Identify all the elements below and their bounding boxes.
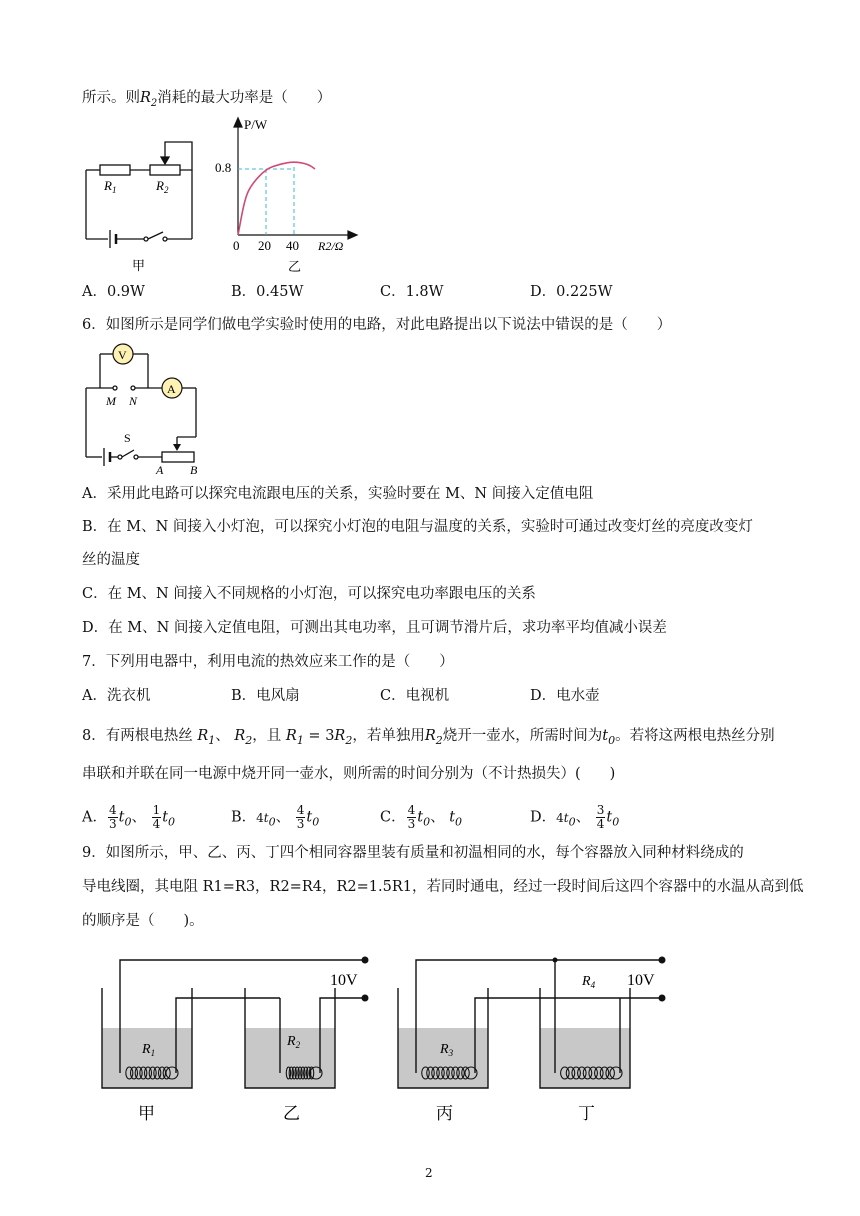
q7-stem: 7．下列用电器中，利用电流的热效应来工作的是（ ）	[82, 654, 454, 670]
q9-stem-line3: 的顺序是（ )。	[82, 913, 204, 929]
coil-label-r2: $R_2$	[287, 1034, 301, 1050]
q5-r2-sub: 2	[150, 97, 158, 109]
q7-option-d[interactable]: D．电水壶	[530, 688, 600, 704]
q5-caption-jia: 甲	[132, 258, 146, 273]
chart-xlabel: R2/Ω	[318, 239, 344, 253]
voltage-label-right: 10V	[627, 972, 655, 989]
q6-rheostat	[162, 452, 194, 462]
q5-r1-label: $R_1$	[104, 178, 117, 195]
point-n-label: N	[129, 394, 138, 408]
q8-stem-line2: 串联和并联在同一电源中烧开同一壶水，则所需的时间分别为（不计热损失）( )	[82, 766, 616, 782]
q5-r2: R	[140, 90, 151, 106]
q9-stem-line1: 9．如图所示，甲、乙、丙、丁四个相同容器里装有质量和初温相同的水，每个容器放入同种材料绕成的	[82, 845, 744, 861]
q7-option-b[interactable]: B．电风扇	[231, 688, 300, 704]
q8-text-d: 烧开一壶水，所需时间为	[442, 728, 603, 744]
coil-label-r4: $R_4$	[582, 974, 596, 990]
caption-bing: 丙	[436, 1104, 453, 1123]
q8-option-a[interactable]: A． $\frac{4}{3}$ $t_0$、 $\frac{1}{4}$ $t_0$	[82, 803, 176, 831]
voltage-label-left: 10V	[330, 972, 358, 989]
q6-option-d[interactable]: D．在 M、N 间接入定值电阻，可测出其电功率，且可调节滑片后，求功率平均值减小误差	[82, 620, 667, 636]
q5-text: 所示。则	[82, 90, 140, 106]
q9-container-diagram	[90, 945, 780, 1135]
q6-option-a[interactable]: A．采用此电路可以探究电流跟电压的关系，实验时要在 M、N 间接入定值电阻	[82, 486, 594, 502]
q5-circuit-diagram	[80, 130, 210, 275]
caption-ding: 丁	[578, 1104, 595, 1123]
rheostat-b-label: B	[190, 463, 198, 477]
q8-option-b[interactable]: B．$4t_0$、 $\frac{4}{3}$ $t_0$	[231, 803, 320, 831]
chart-y-arrow	[234, 118, 242, 127]
q5-power-chart	[210, 115, 360, 275]
chart-ylabel: P/W	[244, 117, 268, 132]
q5-option-d[interactable]: D．0.225W	[530, 284, 613, 300]
ammeter-label: A	[167, 382, 176, 396]
q7-option-a[interactable]: A．洗衣机	[82, 688, 151, 704]
q8-text-c: ，若单独用	[352, 728, 425, 744]
page-number: 2	[425, 1166, 433, 1180]
q6-option-c[interactable]: C．在 M、N 间接入不同规格的小灯泡，可以探究电功率跟电压的关系	[82, 586, 536, 602]
q9-stem-line2: 导电线圈，其电阻 R1=R3，R2=R4，R2=1.5R1，若同时通电，经过一段时间后这四个容器中的水温从高到低	[82, 879, 804, 895]
q8-text-b: ，且	[252, 728, 282, 744]
q5-caption-yi: 乙	[288, 259, 302, 274]
chart-xtick-20: 20	[258, 238, 271, 253]
rheostat-a-label: A	[156, 463, 164, 477]
q6-option-b[interactable]: B．在 M、N 间接入小灯泡，可以探究小灯泡的电阻与温度的关系，实验时可通过改变灯丝的亮度改变灯	[82, 519, 753, 535]
q6-stem: 6．如图所示是同学们做电学实验时使用的电路，对此电路提出以下说法中错误的是（ ）	[82, 317, 672, 333]
q8-text-a: 8．有两根电热丝	[82, 728, 193, 744]
chart-xtick-40: 40	[286, 238, 299, 253]
chart-x-arrow	[348, 231, 357, 239]
q5-stem	[82, 88, 331, 114]
q5-r2-label: $R_2$	[156, 178, 169, 195]
q8-option-d[interactable]: D．$4t_0$、 $\frac{3}{4}$ $t_0$	[530, 803, 620, 831]
q5-text2: 消耗的最大功率是（ ）	[157, 90, 332, 106]
q8-stem-line1: 8．有两根电热丝 $R_1$、 $R_2$，且 $R_1 = 3R_2$，若单独用$R_2$烧开一壶水，所需时间为$t_0$。若将这两根电热丝分别	[82, 728, 775, 747]
q5-option-a[interactable]: A．0.9W	[82, 284, 145, 300]
q5-option-b[interactable]: B．0.45W	[231, 284, 304, 300]
q6-option-b-cont: 丝的温度	[82, 552, 140, 568]
q6-circuit-diagram	[80, 342, 220, 477]
q8-option-c[interactable]: C． $\frac{4}{3}$ $t_0$、 $t_0$	[380, 803, 463, 831]
point-m-label: M	[106, 394, 116, 408]
chart-xtick-0: 0	[233, 238, 240, 253]
chart-series-line	[238, 162, 315, 235]
caption-yi: 乙	[283, 1104, 300, 1123]
chart-ytick-0.8: 0.8	[215, 160, 232, 175]
q8-text-e: 。若将这两根电热丝分别	[615, 728, 775, 744]
switch-label: S	[124, 431, 131, 445]
voltmeter-label: V	[118, 348, 127, 362]
q5-option-c[interactable]: C．1.8W	[380, 284, 444, 300]
q5-r2-rheostat	[150, 165, 180, 175]
coil-label-r3: $R_3$	[440, 1042, 454, 1058]
coil-label-r1: $R_1$	[142, 1042, 156, 1058]
caption-jia: 甲	[138, 1104, 155, 1123]
q7-option-c[interactable]: C．电视机	[380, 688, 450, 704]
q5-r1-resistor	[100, 165, 130, 175]
